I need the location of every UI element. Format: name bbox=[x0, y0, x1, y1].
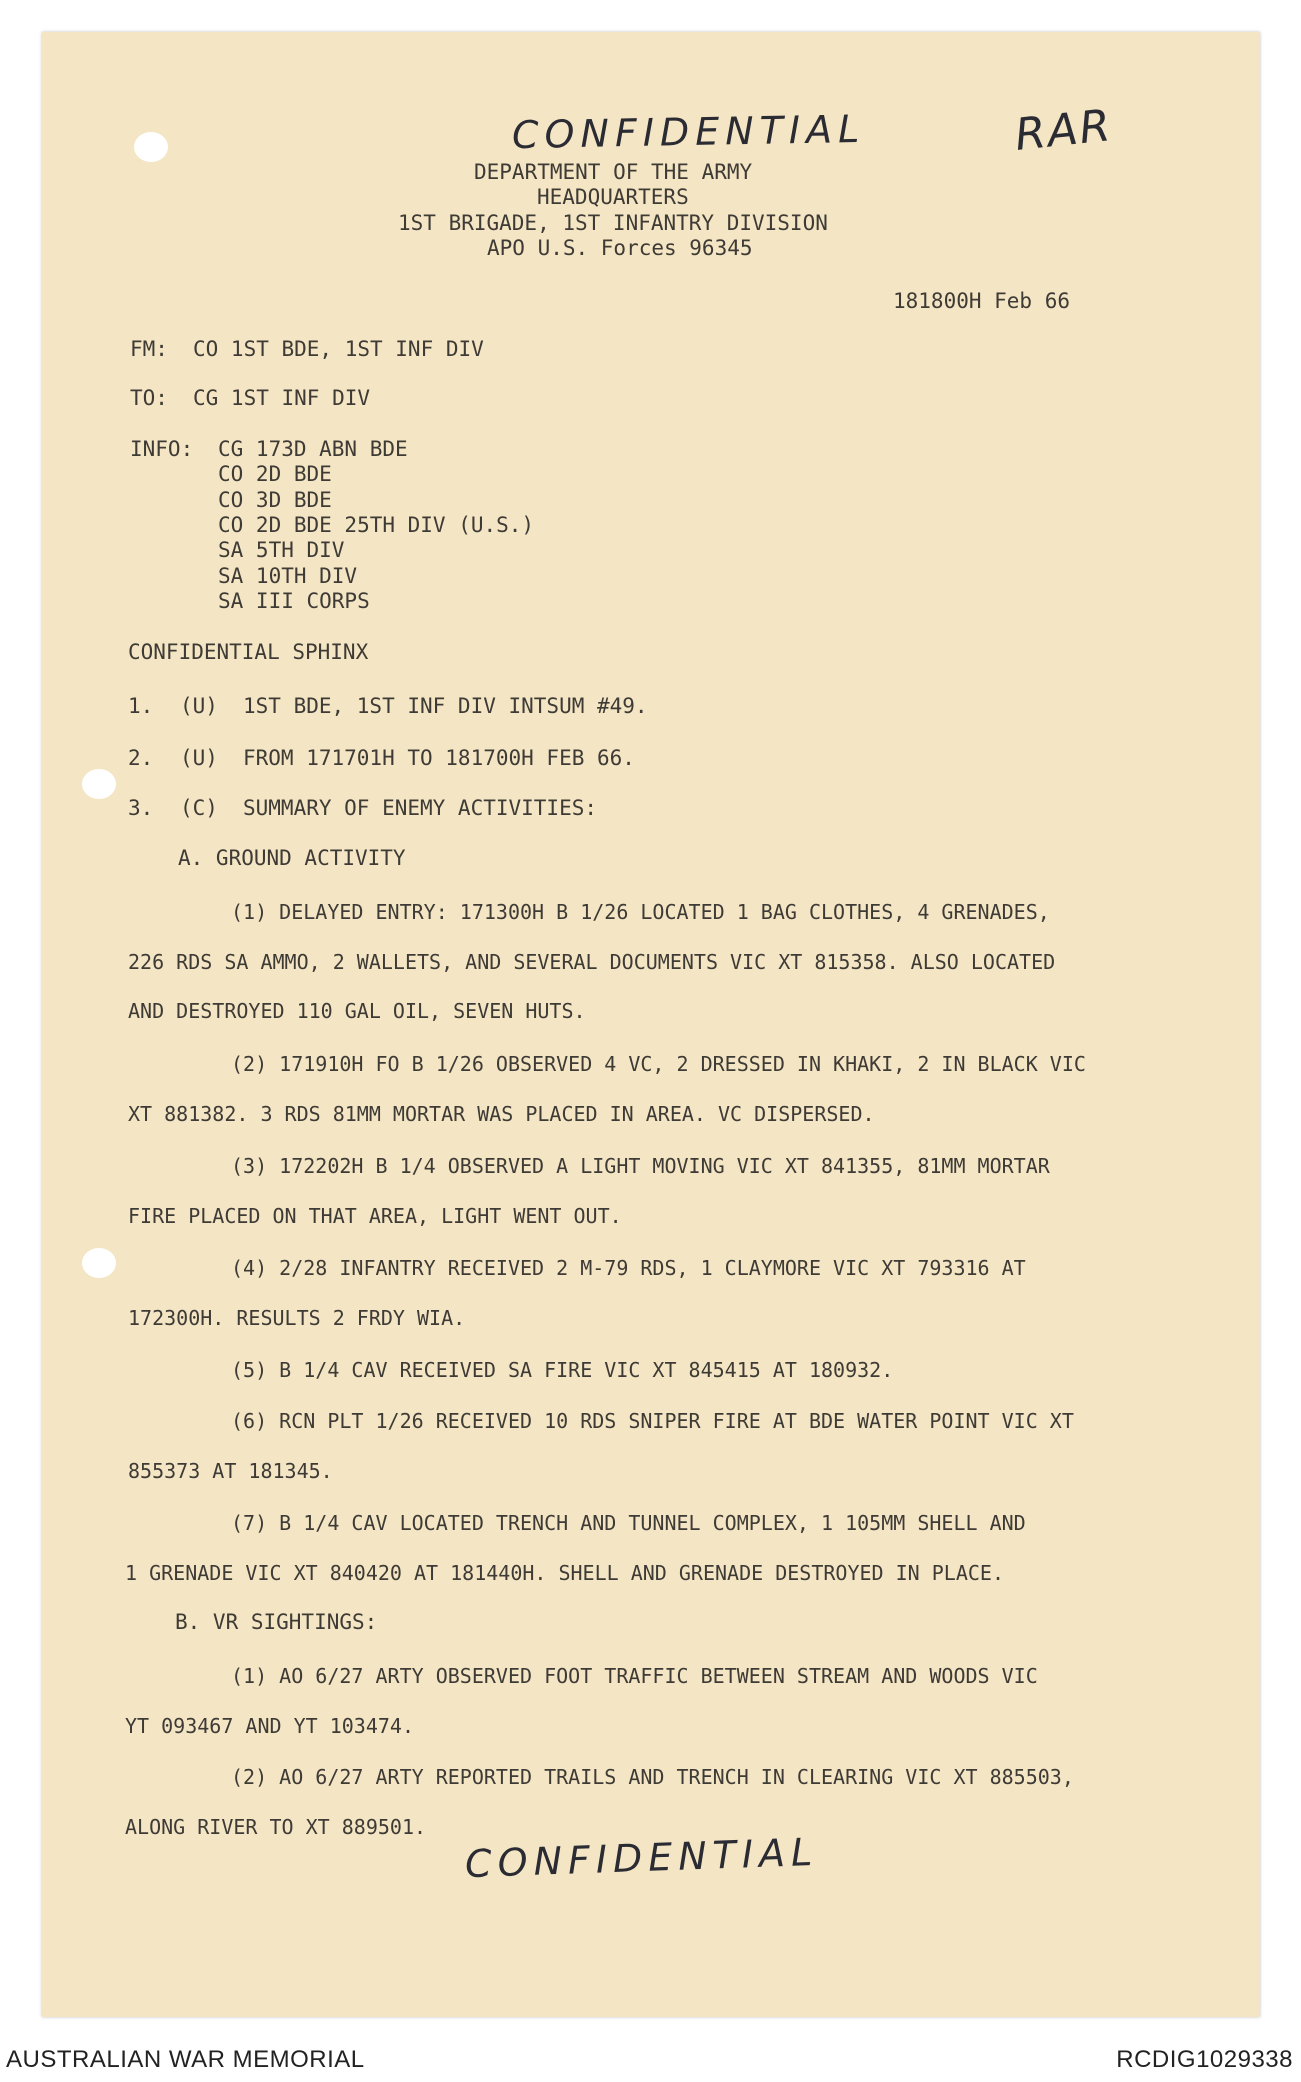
report-line: 226 RDS SA AMMO, 2 WALLETS, AND SEVERAL DOCUMENTS VIC XT 815358. ALSO LOCATED bbox=[128, 950, 1056, 974]
section-heading-ground: A. GROUND ACTIVITY bbox=[178, 846, 406, 870]
info-item: CO 3D BDE bbox=[218, 488, 332, 512]
to-value: CG 1ST INF DIV bbox=[193, 386, 371, 410]
info-item: SA 5TH DIV bbox=[218, 538, 345, 562]
header-apo: APO U.S. Forces 96345 bbox=[487, 236, 753, 260]
report-line: ALONG RIVER TO XT 889501. bbox=[125, 1815, 427, 1839]
footer-record-id: RCDIG1029338 bbox=[1116, 2046, 1293, 2073]
report-line: YT 093467 AND YT 103474. bbox=[125, 1714, 414, 1738]
report-line: (2) 171910H FO B 1/26 OBSERVED 4 VC, 2 DRESSED IN KHAKI, 2 IN BLACK VIC bbox=[231, 1052, 1086, 1076]
paragraph-text: SUMMARY OF ENEMY ACTIVITIES: bbox=[243, 796, 598, 820]
info-item: CG 173D ABN BDE bbox=[218, 437, 408, 461]
header-department: DEPARTMENT OF THE ARMY bbox=[474, 160, 753, 184]
classification-line: CONFIDENTIAL SPHINX bbox=[128, 640, 369, 664]
header-headquarters: HEADQUARTERS bbox=[537, 185, 689, 209]
section-heading-vr: B. VR SIGHTINGS: bbox=[175, 1610, 378, 1634]
confidential-stamp-bottom: CONFIDENTIAL bbox=[464, 1829, 819, 1887]
report-line: (2) AO 6/27 ARTY REPORTED TRAILS AND TRENCH IN CLEARING VIC XT 885503, bbox=[231, 1765, 1074, 1789]
info-label: INFO: bbox=[130, 437, 194, 461]
info-item: CO 2D BDE bbox=[218, 462, 332, 486]
paragraph-text: FROM 171701H TO 181700H FEB 66. bbox=[243, 746, 635, 770]
to-label: TO: bbox=[130, 386, 168, 410]
info-item: SA 10TH DIV bbox=[218, 564, 358, 588]
header-unit: 1ST BRIGADE, 1ST INFANTRY DIVISION bbox=[398, 211, 828, 235]
punch-hole-middle bbox=[82, 769, 116, 799]
paragraph-text: 1ST BDE, 1ST INF DIV INTSUM #49. bbox=[243, 694, 648, 718]
report-line: FIRE PLACED ON THAT AREA, LIGHT WENT OUT. bbox=[128, 1204, 622, 1228]
paragraph-marking: (U) bbox=[180, 746, 218, 770]
report-line: (7) B 1/4 CAV LOCATED TRENCH AND TUNNEL COMPLEX, 1 105MM SHELL AND bbox=[231, 1511, 1026, 1535]
date-time-group: 181800H Feb 66 bbox=[893, 289, 1071, 313]
footer-institution: AUSTRALIAN WAR MEMORIAL bbox=[6, 2046, 365, 2073]
report-line: AND DESTROYED 110 GAL OIL, SEVEN HUTS. bbox=[128, 999, 586, 1023]
report-line: (1) DELAYED ENTRY: 171300H B 1/26 LOCATED 1 BAG CLOTHES, 4 GRENADES, bbox=[231, 900, 1050, 924]
from-value: CO 1ST BDE, 1ST INF DIV bbox=[193, 337, 484, 361]
from-label: FM: bbox=[130, 337, 168, 361]
handwritten-initials: RAR bbox=[1012, 100, 1115, 161]
paragraph-marking: (C) bbox=[180, 796, 218, 820]
paragraph-number: 2. bbox=[128, 746, 154, 770]
paragraph-marking: (U) bbox=[180, 694, 218, 718]
paragraph-number: 3. bbox=[128, 796, 154, 820]
punch-hole-lower bbox=[82, 1248, 116, 1278]
report-line: (4) 2/28 INFANTRY RECEIVED 2 M-79 RDS, 1 CLAYMORE VIC XT 793316 AT bbox=[231, 1256, 1026, 1280]
report-line: 855373 AT 181345. bbox=[128, 1459, 333, 1483]
confidential-stamp-top: CONFIDENTIAL bbox=[511, 106, 866, 158]
report-line: 172300H. RESULTS 2 FRDY WIA. bbox=[128, 1306, 466, 1330]
report-line: XT 881382. 3 RDS 81MM MORTAR WAS PLACED IN AREA. VC DISPERSED. bbox=[128, 1102, 875, 1126]
report-line: (6) RCN PLT 1/26 RECEIVED 10 RDS SNIPER FIRE AT BDE WATER POINT VIC XT bbox=[231, 1409, 1074, 1433]
punch-hole-top bbox=[134, 132, 168, 162]
paragraph-number: 1. bbox=[128, 694, 154, 718]
info-item: CO 2D BDE 25TH DIV (U.S.) bbox=[218, 513, 535, 537]
report-line: (3) 172202H B 1/4 OBSERVED A LIGHT MOVING VIC XT 841355, 81MM MORTAR bbox=[231, 1154, 1050, 1178]
report-line: (5) B 1/4 CAV RECEIVED SA FIRE VIC XT 845415 AT 180932. bbox=[231, 1358, 894, 1382]
report-line: (1) AO 6/27 ARTY OBSERVED FOOT TRAFFIC BETWEEN STREAM AND WOODS VIC bbox=[231, 1664, 1038, 1688]
info-item: SA III CORPS bbox=[218, 589, 370, 613]
report-line: 1 GRENADE VIC XT 840420 AT 181440H. SHELL AND GRENADE DESTROYED IN PLACE. bbox=[125, 1561, 1004, 1585]
